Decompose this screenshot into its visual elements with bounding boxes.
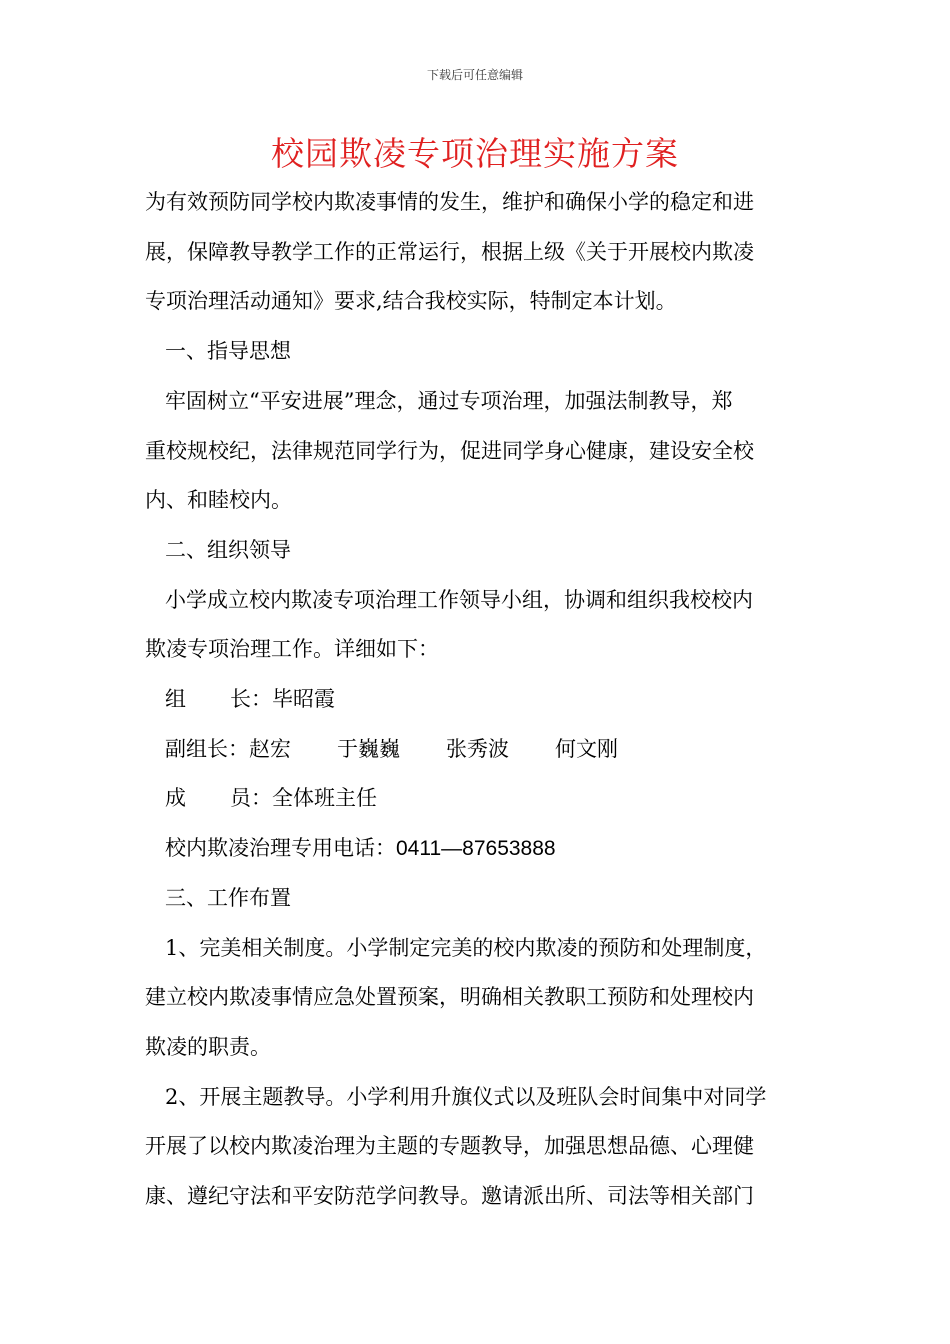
section1-line-1: 牢固树立“平安进展”理念，通过专项治理，加强法制教导，郑 [165,388,733,413]
section-heading-guiding-ideology: 一、指导思想 [165,339,291,364]
section-heading-organization: 二、组织领导 [165,537,291,562]
item1-line-2: 建立校内欺凌事情应急处置预案，明确相关教职工预防和处理校内 [145,985,754,1010]
deputy-name-4: 何文刚 [555,736,618,761]
item2-line-2: 开展了以校内欺凌治理为主题的专题教导，加强思想品德、心理健 [145,1134,754,1159]
item1-line-1: 1、完美相关制度。小学制定完美的校内欺凌的预防和处理制度， [165,935,767,960]
document-body [145,178,810,1222]
item2-line-1: 2、开展主题教导。小学利用升旗仪式以及班队会时间集中对同学 [165,1084,767,1109]
intro-line-1: 为有效预防同学校内欺凌事情的发生，维护和确保小学的稳定和进 [145,190,754,214]
section1-line-2: 重校规校纪，法律规范同学行为，促进同学身心健康，建设安全校 [145,438,754,463]
document-title: 校园欺凌专项治理实施方案 [271,134,679,173]
phone-number: 0411—87653888 [396,837,556,861]
leader-label-b: 长：毕昭霞 [230,687,335,712]
member-label-a: 成 [165,786,186,811]
leader-label-a: 组 [165,687,186,712]
item1-line-3: 欺凌的职责。 [145,1034,271,1059]
section-heading-work-arrangement: 三、工作布置 [165,885,291,910]
phone-line [145,824,810,874]
deputy-label: 副组长：赵宏 [165,736,291,761]
member-label-b: 员：全体班主任 [230,786,377,811]
leader-line [145,675,810,725]
header-note: 下载后可任意编辑 [426,68,523,82]
section1-line-3: 内、和睦校内。 [145,488,292,513]
phone-label: 校内欺凌治理专用电话： [165,836,396,861]
intro-line-2: 展，保障教导教学工作的正常运行，根据上级《关于开展校内欺凌 [145,239,754,264]
item2-line-3: 康、遵纪守法和平安防范学问教导。邀请派出所、司法等相关部门 [145,1184,754,1209]
deputy-name-2: 于巍巍 [337,736,400,761]
deputy-line [145,725,810,775]
intro-line-3: 专项治理活动通知》要求,结合我校实际，特制定本计划。 [145,289,677,314]
section2-line-2: 欺凌专项治理工作。详细如下： [145,637,439,662]
member-line [145,774,810,824]
deputy-name-3: 张秀波 [446,736,509,761]
section2-line-1: 小学成立校内欺凌专项治理工作领导小组，协调和组织我校校内 [165,587,753,612]
